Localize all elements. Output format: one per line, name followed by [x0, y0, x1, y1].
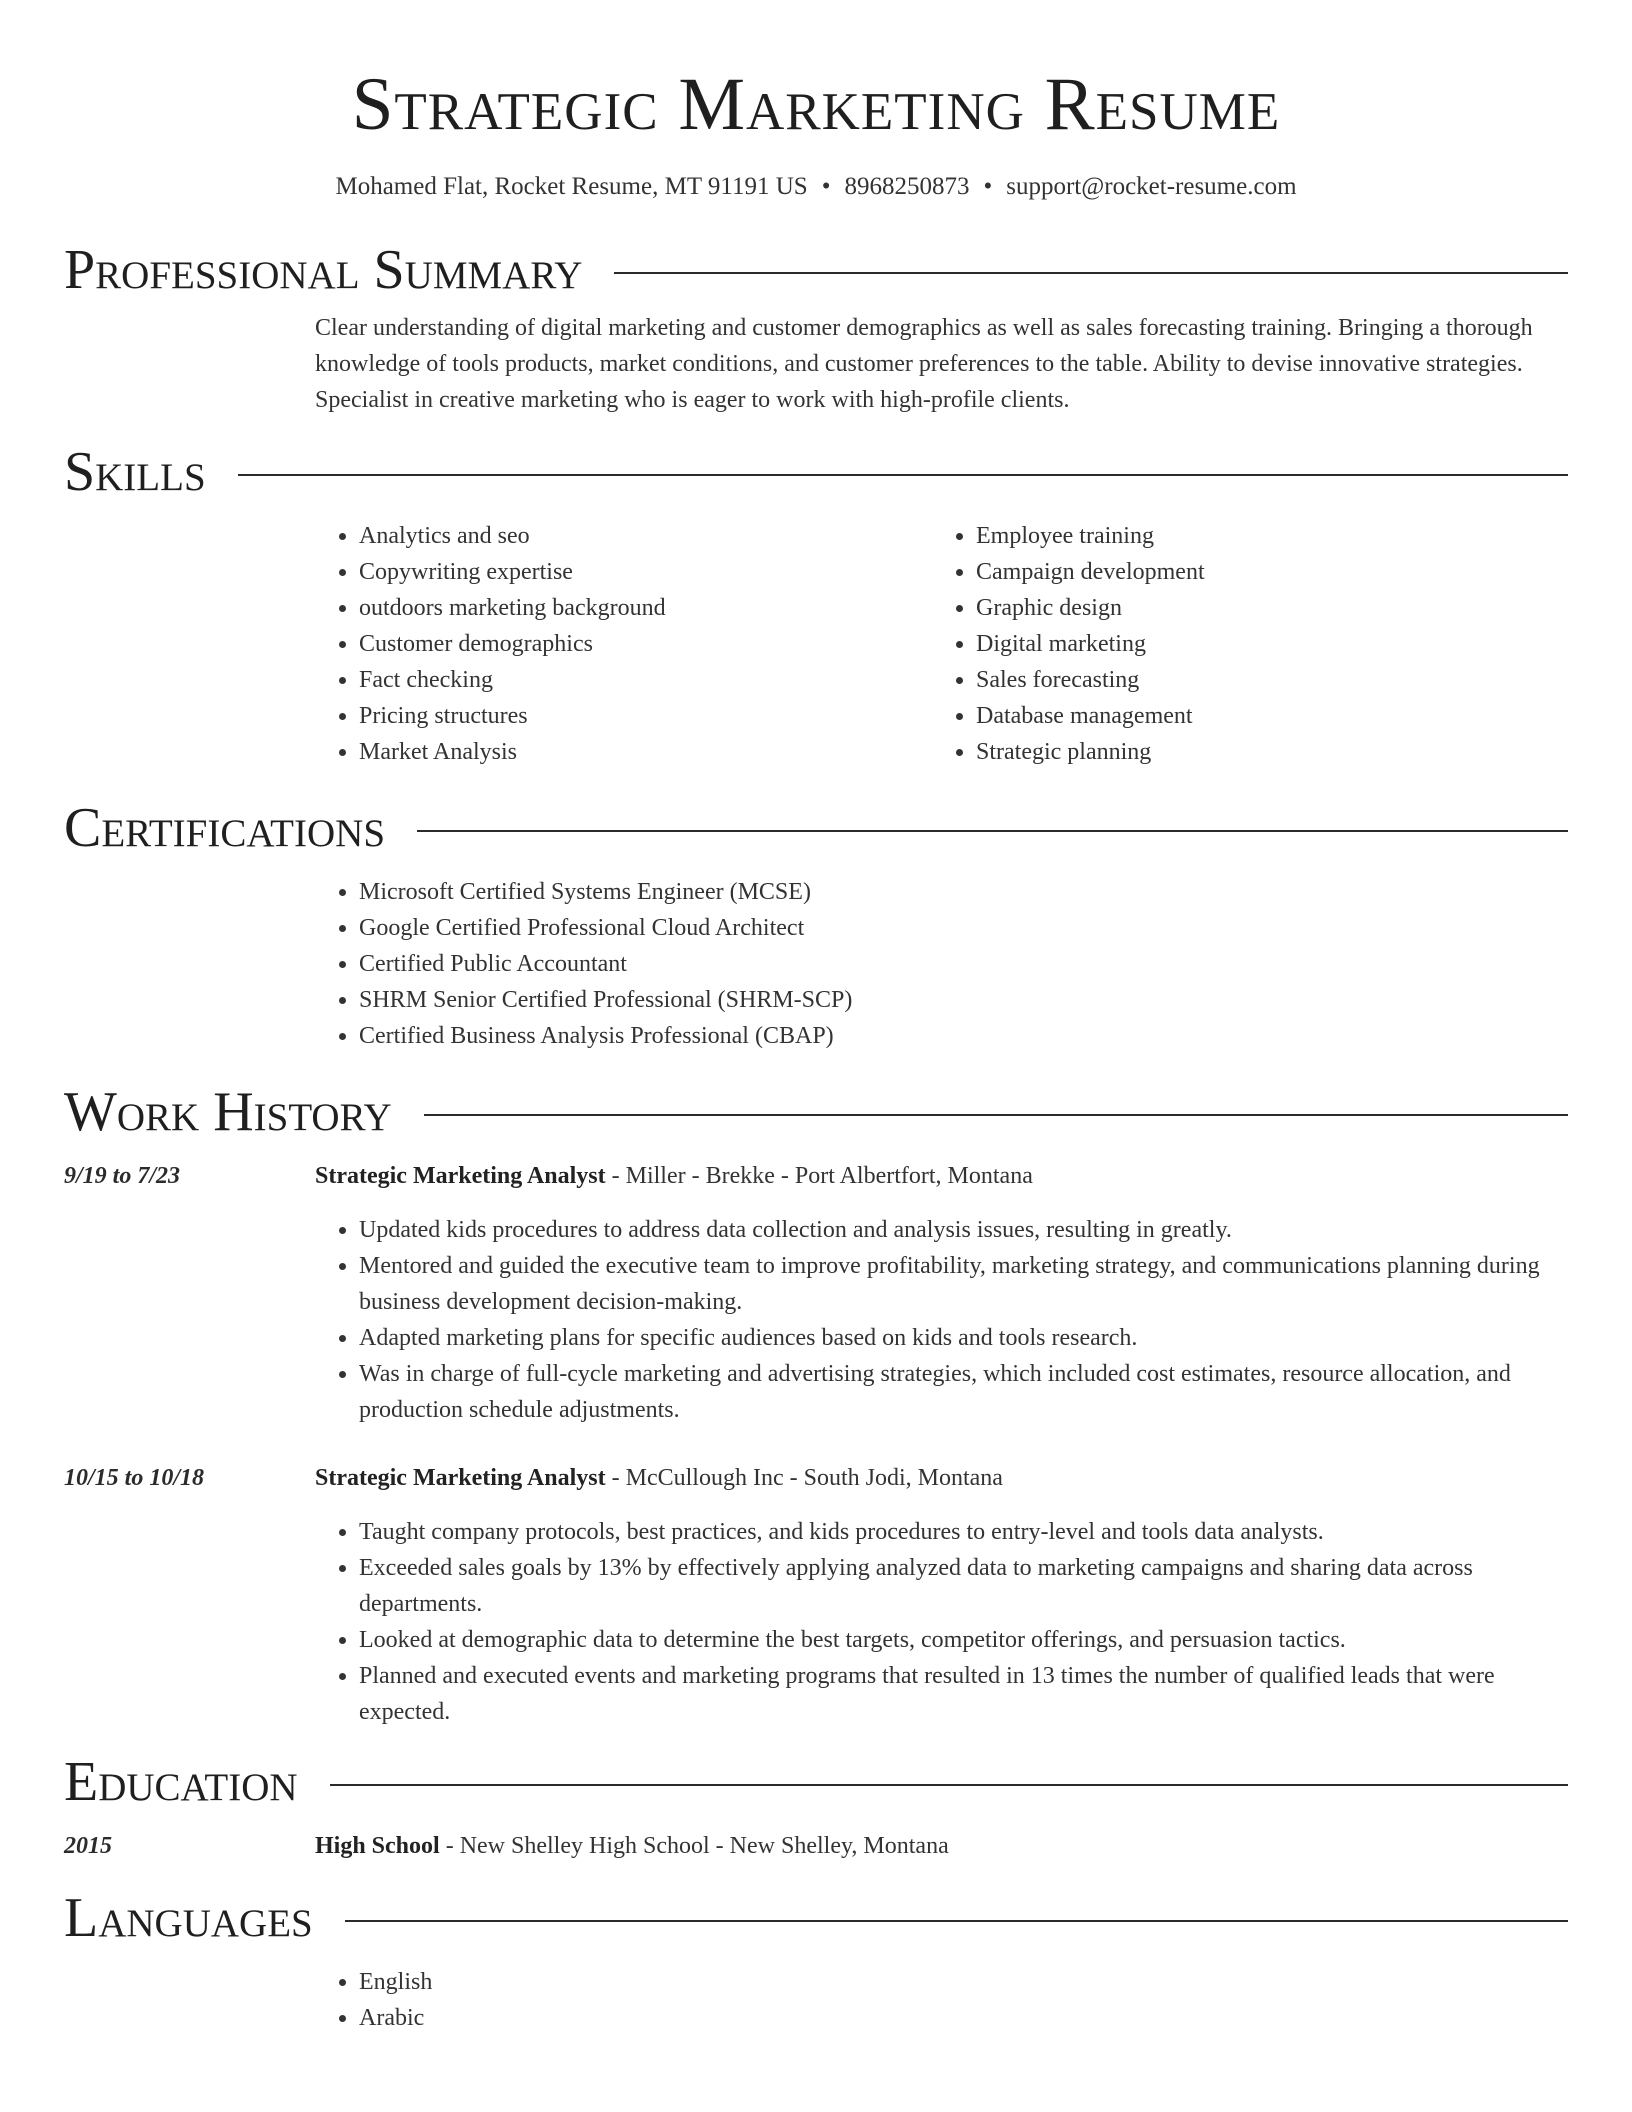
certification-item: • Certified Business Analysis Professional (CBAP) — [359, 1018, 1568, 1054]
certifications-heading: Certifications — [64, 797, 386, 859]
education-heading: Education — [64, 1751, 298, 1813]
language-item: • English — [359, 1964, 1568, 2000]
skill-item: • Strategic planning — [976, 734, 1549, 770]
section-divider — [238, 474, 1568, 476]
skills-list-left — [315, 518, 932, 770]
skill-item: • Graphic design — [976, 590, 1549, 626]
job-header — [64, 1460, 1568, 1496]
skill-item: • Database management — [976, 698, 1549, 734]
job-dates: 10/15 to 10/18 — [64, 1465, 205, 1491]
certification-item: • Google Certified Professional Cloud Architect — [359, 910, 1568, 946]
certifications-list — [315, 874, 1568, 1054]
skills-grid — [315, 518, 1568, 770]
skills-list-right — [932, 518, 1549, 770]
skill-item: • Customer demographics — [359, 626, 932, 662]
skills-heading: Skills — [64, 441, 206, 503]
certification-item: • Microsoft Certified Systems Engineer (MCSE) — [359, 874, 1568, 910]
contact-address: Mohamed Flat, Rocket Resume, MT 91191 US — [335, 173, 808, 200]
certifications-section — [64, 796, 1568, 1054]
languages-list — [315, 1964, 1568, 2036]
certification-item: • SHRM Senior Certified Professional (SHRM-SCP) — [359, 982, 1568, 1018]
job-bullets — [315, 1212, 1568, 1428]
education-section — [64, 1750, 1568, 1864]
job-details: - Miller - Brekke - Port Albertfort, Montana — [605, 1163, 1033, 1189]
section-divider — [424, 1114, 1568, 1116]
page-title: Strategic Marketing Resume — [351, 63, 1281, 146]
skill-item: • Analytics and seo — [359, 518, 932, 554]
job-bullet: • Planned and executed events and marketing programs that resulted in 13 times the number of qualified leads that were expected. — [359, 1658, 1568, 1730]
job-header — [64, 1158, 1568, 1194]
skill-item: • Digital marketing — [976, 626, 1549, 662]
section-divider — [330, 1784, 1568, 1786]
summary-section-header — [64, 238, 1568, 302]
job-title: Strategic Marketing Analyst — [315, 1163, 606, 1189]
summary-section — [64, 238, 1568, 418]
job-bullets — [315, 1514, 1568, 1730]
contact-separator: • — [821, 173, 831, 200]
languages-section-header — [64, 1886, 1568, 1950]
section-divider — [345, 1920, 1568, 1922]
education-details: - New Shelley High School - New Shelley, Montana — [439, 1833, 949, 1859]
job-bullet: • Was in charge of full-cycle marketing and advertising strategies, which included cost estimates, resource allocation, and production schedule adjustments. — [359, 1356, 1568, 1428]
education-year: 2015 — [64, 1833, 112, 1859]
job-title: Strategic Marketing Analyst — [315, 1465, 606, 1491]
job-entry — [64, 1158, 1568, 1428]
section-divider — [417, 830, 1568, 832]
skill-item: • Fact checking — [359, 662, 932, 698]
section-divider — [614, 272, 1568, 274]
skill-item: • Campaign development — [976, 554, 1549, 590]
job-bullet: • Mentored and guided the executive team to improve profitability, marketing strategy, and communications planning during business development decision-making. — [359, 1248, 1568, 1320]
education-section-header — [64, 1750, 1568, 1814]
job-title-line — [315, 1460, 1003, 1496]
education-entry — [64, 1828, 1568, 1864]
contact-email: support@rocket-resume.com — [1006, 173, 1297, 200]
job-details: - McCullough Inc - South Jodi, Montana — [605, 1465, 1003, 1491]
job-dates: 9/19 to 7/23 — [64, 1163, 181, 1189]
job-bullet: • Exceeded sales goals by 13% by effectively applying analyzed data to marketing campaigns and sharing data across departments. — [359, 1550, 1568, 1622]
job-bullet: • Adapted marketing plans for specific audiences based on kids and tools research. — [359, 1320, 1568, 1356]
education-degree: High School — [315, 1833, 440, 1859]
certifications-section-header — [64, 796, 1568, 860]
contact-line — [64, 170, 1568, 204]
language-item: • Arabic — [359, 2000, 1568, 2036]
resume-page — [64, 0, 1568, 2036]
skill-item: • Market Analysis — [359, 734, 932, 770]
work-history-section — [64, 1080, 1568, 1730]
job-bullet: • Updated kids procedures to address data collection and analysis issues, resulting in greatly. — [359, 1212, 1568, 1248]
job-bullet: • Taught company protocols, best practices, and kids procedures to entry-level and tools data analysts. — [359, 1514, 1568, 1550]
contact-phone: 8968250873 — [844, 173, 970, 200]
skill-item: • outdoors marketing background — [359, 590, 932, 626]
summary-heading: Professional Summary — [64, 239, 583, 301]
job-title-line — [315, 1158, 1033, 1194]
job-entry — [64, 1460, 1568, 1730]
skills-section — [64, 440, 1568, 770]
skill-item: • Employee training — [976, 518, 1549, 554]
job-bullet: • Looked at demographic data to determine the best targets, competitor offerings, and persuasion tactics. — [359, 1622, 1568, 1658]
contact-separator: • — [983, 173, 993, 200]
certification-item: • Certified Public Accountant — [359, 946, 1568, 982]
languages-body — [315, 1964, 1568, 2036]
education-line — [315, 1828, 949, 1864]
summary-text: Clear understanding of digital marketing and customer demographics as well as sales forecasting training. Bringing a thorough knowledge of tools products, market conditions, and customer preferences to the table. Ability to devise innovative strategies. Specialist in creative marketing who is eager to work with high-profile clients. — [315, 315, 1533, 413]
skill-item: • Pricing structures — [359, 698, 932, 734]
languages-section — [64, 1886, 1568, 2036]
certifications-body — [315, 874, 1568, 1054]
summary-body — [315, 310, 1568, 418]
skills-section-header — [64, 440, 1568, 504]
work-history-heading: Work History — [64, 1081, 392, 1143]
languages-heading: Languages — [64, 1887, 313, 1949]
work-history-section-header — [64, 1080, 1568, 1144]
skill-item: • Copywriting expertise — [359, 554, 932, 590]
skill-item: • Sales forecasting — [976, 662, 1549, 698]
